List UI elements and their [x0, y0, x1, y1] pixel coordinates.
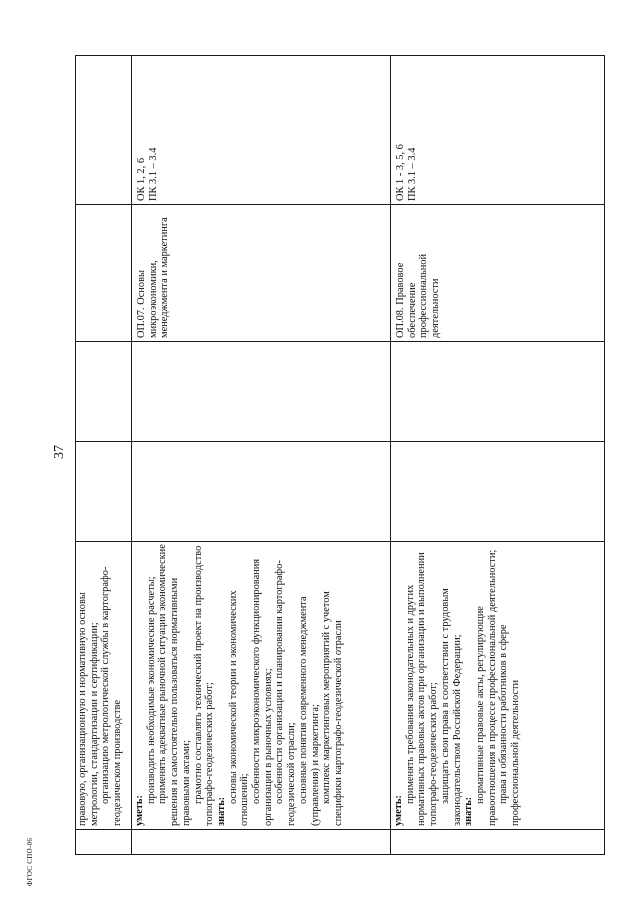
row-separator	[390, 55, 391, 855]
content-line: права и обязанности работников в сфере профессиональной деятельности	[498, 624, 522, 826]
row-3-discipline: ОП.08. Правовое обеспечение профессиональной деятельности	[395, 253, 442, 338]
page-number: 37	[52, 445, 67, 459]
row-2-competencies: ОК 1, 2, 6 ПК 3.1 – 3.4	[136, 147, 159, 201]
content-heading: знать:	[215, 796, 227, 826]
column-separator	[75, 341, 605, 342]
row-1-content	[77, 544, 130, 826]
row-3-competencies: ОК 1 - 3, 5, 6 ПК 3.1 – 3.4	[395, 144, 418, 201]
content-line: применять требования законодательных и других нормативных правовых актов при организации и выполнении топографо-геодезических работ;	[404, 552, 440, 826]
content-line: особенности организации и планирования картографо-геодезической отрасли;	[274, 560, 298, 826]
content-heading: уметь:	[393, 795, 404, 826]
content-line: правовую, организационную и нормативную основы метрологии, стандартизации и сертификации;	[77, 592, 100, 826]
competency-table	[75, 55, 605, 855]
content-line: комплекс маркетинговых мероприятий с учетом специфики картографо-геодезической отрасли	[321, 591, 344, 826]
content-line: основы экономической теории и экономических отношений;	[227, 590, 251, 826]
column-separator	[75, 829, 605, 830]
content-line: производить необходимые экономические расчеты;	[145, 576, 157, 804]
column-separator	[75, 541, 605, 542]
row-2-discipline: ОП.07. Основы микроэкономики, менеджмента и маркетинга	[136, 217, 171, 338]
content-heading: знать:	[463, 796, 475, 826]
column-separator	[75, 441, 605, 442]
row-separator	[131, 55, 132, 855]
content-line: основные понятия современного менеджмента (управления) и маркетинга;	[297, 596, 321, 826]
content-line: применять адекватные рыночной ситуации экономические решения и самостоятельно пользоваться нормативными правовыми актами;	[157, 544, 192, 826]
content-line: защищать свои права в соответствии с трудовым законодательством Российской Федерации;	[439, 588, 463, 826]
content-line: грамотно составлять технический проект на производство топографо-геодезических работ;	[192, 545, 216, 826]
column-separator	[75, 204, 605, 205]
row-3-content	[393, 544, 603, 826]
content-line: нормативные правовые акты, регулирующие правоотношения в процессе профессиональной деятельности;	[474, 549, 498, 826]
content-line: особенности микроэкономического функционирования организации в рыночных условиях;	[251, 558, 274, 826]
row-2-content	[134, 544, 389, 826]
footer-code: ФГОС СПО-06	[26, 837, 34, 887]
content-line: организацию метрологической службы в картографо-геодезическом производстве	[100, 566, 124, 826]
content-heading: уметь:	[134, 795, 145, 826]
